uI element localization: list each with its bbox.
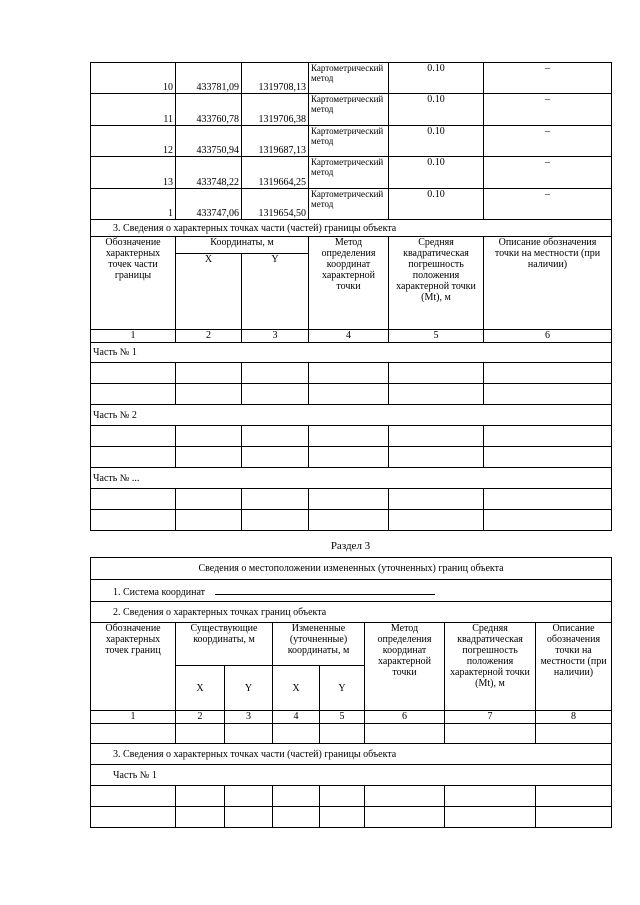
coord-y: 1319706,38 bbox=[242, 94, 309, 126]
coord-x: 433781,09 bbox=[176, 63, 242, 94]
point-number: 13 bbox=[91, 157, 176, 189]
table-row bbox=[91, 126, 612, 157]
points-title: 2. Сведения о характерных точках границ объекта bbox=[91, 602, 612, 623]
table-row bbox=[91, 510, 612, 531]
col-num: 4 bbox=[309, 330, 389, 343]
col-num: 1 bbox=[91, 330, 176, 343]
description: – bbox=[484, 189, 612, 220]
method: Картометрический метод bbox=[309, 126, 389, 157]
header-x: X bbox=[176, 666, 225, 711]
header-y: Y bbox=[320, 666, 365, 711]
col-num: 5 bbox=[320, 711, 365, 724]
header-x: X bbox=[273, 666, 320, 711]
coord-x: 433748,22 bbox=[176, 157, 242, 189]
heading-row bbox=[91, 558, 612, 580]
table-row bbox=[91, 157, 612, 189]
table-row bbox=[91, 384, 612, 405]
header-y: Y bbox=[242, 254, 309, 330]
coord-system-row bbox=[91, 580, 612, 602]
part-section-title: 3. Сведения о характерных точках части (частей) границы объекта bbox=[91, 744, 612, 765]
column-numbers-row bbox=[91, 330, 612, 343]
coord-y: 1319708,13 bbox=[242, 63, 309, 94]
header-row bbox=[91, 237, 612, 254]
table-row bbox=[91, 363, 612, 384]
header-row bbox=[91, 623, 612, 666]
column-numbers-row bbox=[91, 711, 612, 724]
header-point: Обозначение характерных точек границ bbox=[91, 623, 176, 711]
mt-value: 0.10 bbox=[389, 94, 484, 126]
header-coords: Координаты, м bbox=[176, 237, 309, 254]
col-num: 8 bbox=[536, 711, 612, 724]
table-row bbox=[91, 807, 612, 828]
table-row bbox=[91, 189, 612, 220]
coord-x: 433750,94 bbox=[176, 126, 242, 157]
header-y: Y bbox=[225, 666, 273, 711]
part-1-label: Часть № 1 bbox=[91, 765, 612, 786]
coord-y: 1319687,13 bbox=[242, 126, 309, 157]
coord-system bbox=[91, 580, 612, 602]
mt-value: 0.10 bbox=[389, 157, 484, 189]
method: Картометрический метод bbox=[309, 189, 389, 220]
description: – bbox=[484, 94, 612, 126]
mt-value: 0.10 bbox=[389, 126, 484, 157]
table-row bbox=[91, 447, 612, 468]
col-num: 3 bbox=[242, 330, 309, 343]
coord-x: 433747,06 bbox=[176, 189, 242, 220]
description: – bbox=[484, 157, 612, 189]
description: – bbox=[484, 63, 612, 94]
section-title-row bbox=[91, 220, 612, 237]
method: Картометрический метод bbox=[309, 63, 389, 94]
col-num: 3 bbox=[225, 711, 273, 724]
col-num: 6 bbox=[365, 711, 445, 724]
table-row bbox=[91, 724, 612, 744]
point-number: 12 bbox=[91, 126, 176, 157]
table-row bbox=[91, 786, 612, 807]
header-x: X bbox=[176, 254, 242, 330]
section-3-title: Раздел 3 bbox=[330, 540, 371, 552]
header-method: Метод определения координат характерной точки bbox=[365, 623, 445, 711]
header-mt: Средняя квадратическая погрешность положения характерной точки (Mt), м bbox=[445, 623, 536, 711]
coord-y: 1319654,50 bbox=[242, 189, 309, 220]
mt-value: 0.10 bbox=[389, 63, 484, 94]
description: – bbox=[484, 126, 612, 157]
coord-system-field[interactable] bbox=[215, 584, 435, 595]
method: Картометрический метод bbox=[309, 157, 389, 189]
header-changed: Измененные (уточненные) координаты, м bbox=[273, 623, 365, 666]
boundary-points-table bbox=[90, 62, 612, 531]
col-num: 4 bbox=[273, 711, 320, 724]
point-number: 10 bbox=[91, 63, 176, 94]
changed-boundaries-table bbox=[90, 557, 612, 828]
part-label-row bbox=[91, 343, 612, 363]
part-label-row bbox=[91, 468, 612, 489]
header-point: Обозначение характерных точек части границы bbox=[91, 237, 176, 330]
header-description: Описание обозначения точки на местности (при наличии) bbox=[536, 623, 612, 711]
col-num: 2 bbox=[176, 330, 242, 343]
header-mt: Средняя квадратическая погрешность положения характерной точки (Mt), м bbox=[389, 237, 484, 330]
table-row bbox=[91, 426, 612, 447]
header-method: Метод определения координат характерной точки bbox=[309, 237, 389, 330]
section-3-heading: Сведения о местоположении измененных (уточненных) границ объекта bbox=[91, 558, 612, 580]
part-title-row bbox=[91, 744, 612, 765]
coord-system-label: 1. Система координат bbox=[113, 586, 206, 598]
point-number: 1 bbox=[91, 189, 176, 220]
col-num: 2 bbox=[176, 711, 225, 724]
points-title-row bbox=[91, 602, 612, 623]
part-section-title: 3. Сведения о характерных точках части (частей) границы объекта bbox=[91, 220, 612, 237]
point-number: 11 bbox=[91, 94, 176, 126]
method: Картометрический метод bbox=[309, 94, 389, 126]
col-num: 7 bbox=[445, 711, 536, 724]
mt-value: 0.10 bbox=[389, 189, 484, 220]
part-label-row bbox=[91, 405, 612, 426]
header-existing: Существующие координаты, м bbox=[176, 623, 273, 666]
col-num: 5 bbox=[389, 330, 484, 343]
part-1-label: Часть № 1 bbox=[91, 343, 612, 363]
coord-y: 1319664,25 bbox=[242, 157, 309, 189]
col-num: 6 bbox=[484, 330, 612, 343]
table-row bbox=[91, 489, 612, 510]
table-row bbox=[91, 94, 612, 126]
header-description: Описание обозначения точки на местности (при наличии) bbox=[484, 237, 612, 330]
part-2-label: Часть № 2 bbox=[91, 405, 612, 426]
coord-x: 433760,78 bbox=[176, 94, 242, 126]
table-row bbox=[91, 63, 612, 94]
col-num: 1 bbox=[91, 711, 176, 724]
part-n-label: Часть № ... bbox=[91, 468, 612, 489]
part-label-row bbox=[91, 765, 612, 786]
